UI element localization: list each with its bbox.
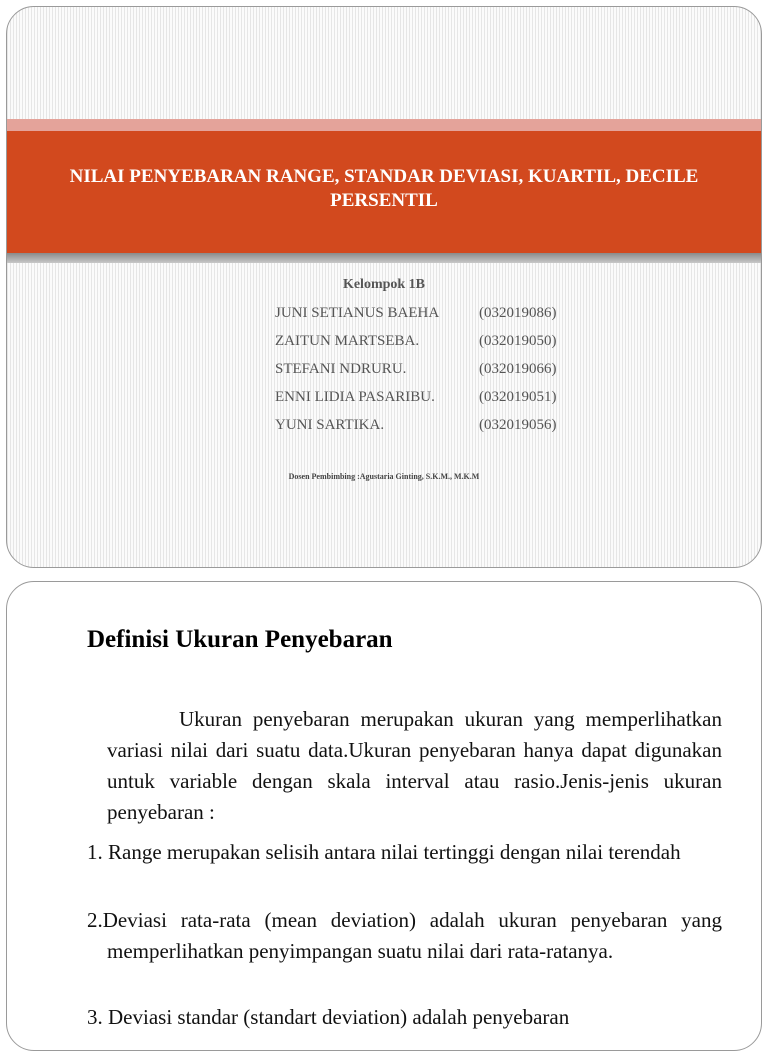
- member-row: [275, 333, 575, 361]
- list-item: 3. Deviasi standar (standart deviation) adalah penyebaran: [87, 1005, 570, 1029]
- member-id: (032019066): [479, 361, 557, 377]
- member-row: [275, 361, 575, 389]
- title-slide: [6, 6, 762, 568]
- member-row: [275, 417, 575, 445]
- member-name: ENNI LIDIA PASARIBU.: [275, 389, 435, 405]
- member-name: ZAITUN MARTSEBA.: [275, 333, 420, 349]
- slide-title: NILAI PENYEBARAN RANGE, STANDAR DEVIASI, KUARTIL, DECILE PERSENTIL: [69, 166, 699, 211]
- list-item: 2.Deviasi rata-rata (mean deviation) adalah ukuran penyebaran yang memperlihatkan penyimpangan suatu nilai dari rata-ratanya.: [87, 908, 722, 963]
- supervisor-text: Dosen Pembimbing :Agustaria Ginting, S.K.M., M.K.M: [288, 472, 480, 481]
- group-label: Kelompok 1B: [342, 277, 426, 292]
- member-name: YUNI SARTIKA.: [275, 417, 385, 433]
- member-row: [275, 389, 575, 417]
- intro-paragraph: Ukuran penyebaran merupakan ukuran yang memperlihatkan variasi nilai dari suatu data.Ukuran penyebaran hanya dapat digunakan untuk variable dengan skala interval atau rasio.Jenis-jenis ukuran penyebaran :: [107, 707, 722, 824]
- title-bar: [7, 131, 761, 253]
- member-id: (032019050): [479, 333, 557, 349]
- slide-heading: Definisi Ukuran Penyebaran: [87, 626, 393, 653]
- member-id: (032019056): [479, 417, 557, 433]
- accent-bar: [7, 119, 761, 131]
- member-row: [275, 305, 575, 333]
- member-name: JUNI SETIANUS BAEHA: [275, 305, 440, 321]
- list-item: 1. Range merupakan selisih antara nilai tertinggi dengan nilai terendah: [87, 840, 681, 864]
- member-id: (032019051): [479, 389, 557, 405]
- member-id: (032019086): [479, 305, 557, 321]
- member-name: STEFANI NDRURU.: [275, 361, 407, 377]
- title-shadow-bar: [7, 253, 761, 263]
- content-slide: [6, 581, 762, 1051]
